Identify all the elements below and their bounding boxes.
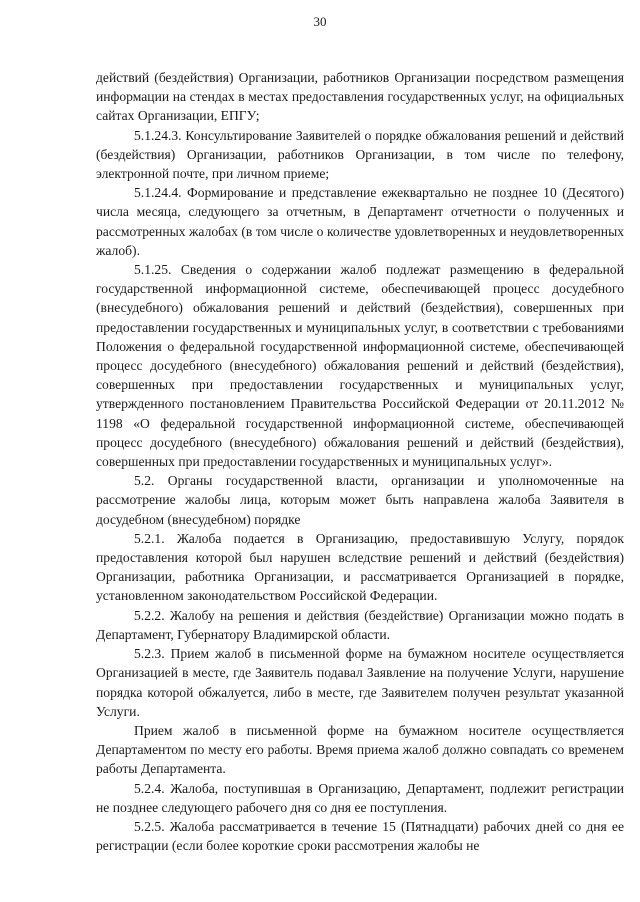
paragraph-5-2-1: 5.2.1. Жалоба подается в Организацию, предоставившую Услугу, порядок предоставления которой был нарушен вследствие решений и действий (бездействия) Организации, работника Организации, и рассматривается Организацией в порядке, установленном законодательством Российской Федерации. xyxy=(96,530,624,604)
paragraph-5-2-5: 5.2.5. Жалоба рассматривается в течение 15 (Пятнадцати) рабочих дней со дня ее регистрации (если более короткие сроки рассмотрения жалобы не xyxy=(96,818,624,854)
paragraph-5-2: 5.2. Органы государственной власти, организации и уполномоченные на рассмотрение жалобы лица, которым может быть направлена жалоба Заявителя в досудебном (внесудебном) порядке xyxy=(96,473,624,527)
paragraph-5-2-3-continued: Прием жалоб в письменной форме на бумажном носителе осуществляется Департаментом по месту его работы. Время приема жалоб должно совпадать со временем работы Департамента. xyxy=(96,722,624,777)
paragraph-5-1-25: 5.1.25. Сведения о содержании жалоб подлежат размещению в федеральной государственной информационной системе, обеспечивающей процесс досудебного (внесудебного) обжалования решений и действий (бездействия), совершенных при предоставлении государственных и муниципальных услуг, в соответствии с требованиями Положения о федеральной государственной информационной системе, обеспечивающей процесс досудебного (внесудебного) обжалования решений и действий (бездействия), совершенных при предоставлении государственных и муниципальных услуг, утвержденного постановлением Правительства Российской Федерации от 20.11.2012 № 1198 «О федеральной государственной информационной системе, обеспечивающей процесс досудебного (внесудебного) обжалования решений и действий (бездействия), совершенных при предоставлении государственных и муниципальных услуг». xyxy=(96,262,624,470)
paragraph-5-2-3: 5.2.3. Прием жалоб в письменной форме на бумажном носителе осуществляется Организацией в месте, где Заявитель подавал Заявление на получение Услуги, нарушение порядка которой обжалуется, либо в месте, где Заявителем получен результат указанной Услуги. xyxy=(96,646,624,719)
document-body xyxy=(96,68,624,855)
page-number: 30 xyxy=(313,14,327,29)
paragraph-5-1-24-4: 5.1.24.4. Формирование и представление ежеквартально не позднее 10 (Десятого) числа месяца, следующего за отчетным, в Департамент отчетности о полученных и рассмотренных жалобах (в том числе о количестве удовлетворенных и неудовлетворенных жалоб). xyxy=(96,185,624,258)
paragraph-5-2-4: 5.2.4. Жалоба, поступившая в Организацию, Департамент, подлежит регистрации не позднее следующего рабочего дня со дня ее поступления. xyxy=(96,780,624,815)
paragraph-continuation: действий (бездействия) Организации, работников Организации посредством размещения информации на стендах в местах предоставления государственных услуг, на официальных сайтах Организации, ЕПГУ; xyxy=(96,70,624,124)
paragraph-5-2-2: 5.2.2. Жалобу на решения и действия (бездействие) Организации можно подать в Департамент, Губернатору Владимирской области. xyxy=(96,607,624,642)
paragraph-5-1-24-3: 5.1.24.3. Консультирование Заявителей о порядке обжалования решений и действий (бездействия) Организации, работников Организации, в том числе по телефону, электронной почте, при личном приеме; xyxy=(96,127,624,182)
